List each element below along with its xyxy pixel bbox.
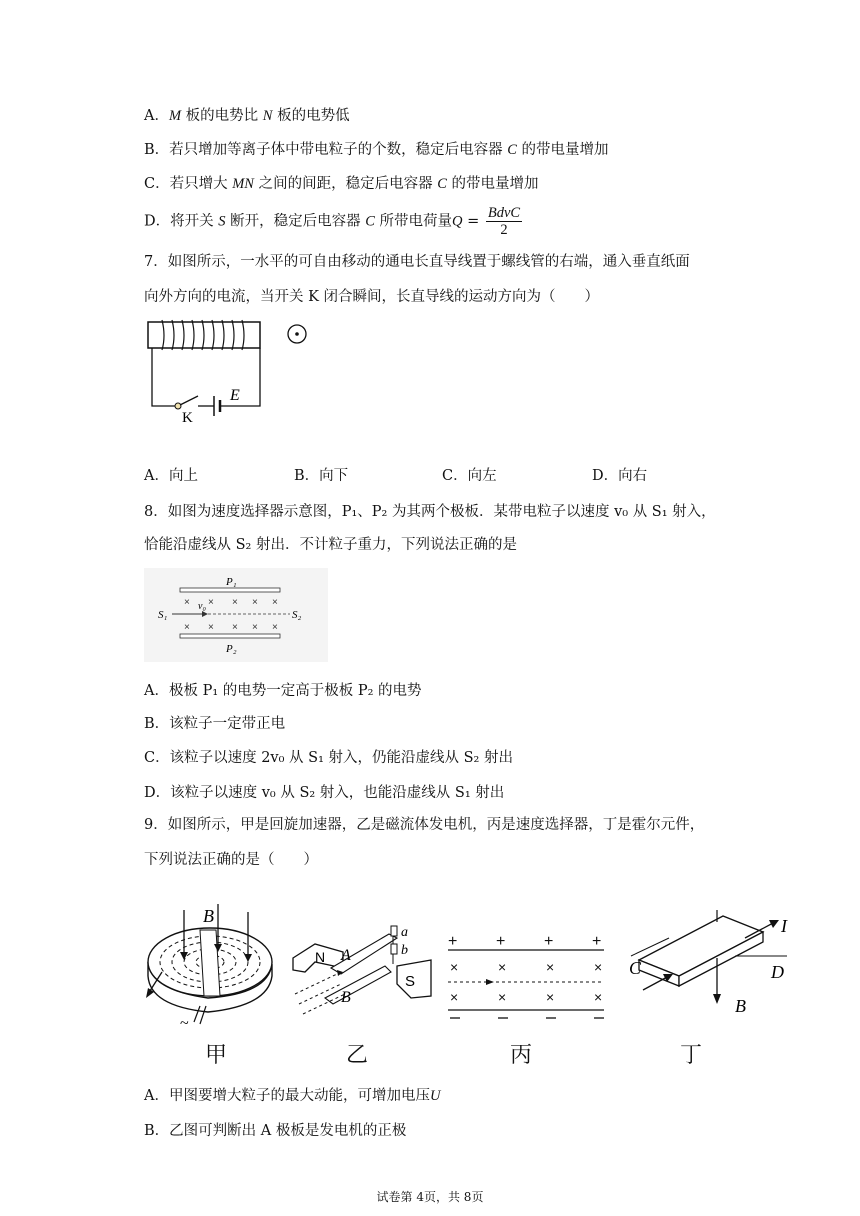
plate-p2-label: P₂ (226, 643, 237, 655)
q9-option-a: A．甲图要增大粒子的最大动能，可增加电压U (144, 1088, 441, 1104)
switch-label: K (182, 410, 193, 424)
q8-option-a: A．极板 P₁ 的电势一定高于极板 P₂ 的电势 (144, 683, 422, 699)
q7-option-a: A．向上 (144, 468, 198, 484)
q8-stem-line1: 8．如图为速度选择器示意图，P₁、P₂ 为其两个极板．某带电粒子以速度 v₀ 从 S₁ 射入， (144, 504, 716, 520)
side-c-label: C (629, 958, 642, 978)
svg-text:×: × (272, 622, 278, 633)
terminal-a (391, 926, 397, 936)
figure-label-jia: 甲 (205, 1043, 228, 1068)
exit-s2-label: S₂ (292, 609, 302, 621)
svg-text:×: × (498, 989, 507, 1005)
q8-option-c: C．该粒子以速度 2v₀ 从 S₁ 射入，仍能沿虚线从 S₂ 射出 (144, 750, 513, 766)
emf-label: E (230, 387, 240, 404)
magnetic-field-crosses-row2 (450, 989, 602, 1005)
dee-gap (200, 930, 220, 996)
terminal-b (391, 944, 397, 954)
plate-p1-label: P₁ (226, 576, 237, 588)
q7-stem-line2: 向外方向的电流，当开关 K 闭合瞬间，长直导线的运动方向为（ ） (144, 289, 600, 305)
field-b-label: B (735, 996, 746, 1016)
q9-option-b: B．乙图可判断出 A 极板是发电机的正极 (144, 1123, 407, 1139)
svg-text:×: × (208, 622, 214, 633)
svg-text:+: + (544, 933, 554, 950)
entrance-s1-label: S₁ (158, 609, 168, 621)
q8-stem-line2: 恰能沿虚线从 S₂ 射出．不计粒子重力，下列说法正确的是 (144, 537, 517, 553)
n-pole-label: N (315, 949, 326, 965)
svg-text:×: × (546, 959, 555, 975)
svg-text:×: × (252, 597, 258, 608)
figure-label-ding: 丁 (680, 1043, 703, 1068)
figure-label-yi: 乙 (346, 1043, 369, 1068)
plate-b-label: B (341, 989, 351, 1006)
svg-text:+: + (496, 933, 506, 950)
circuit-wire-right (220, 348, 260, 406)
solenoid-coils (162, 320, 244, 350)
q7-option-c: C．向左 (442, 468, 497, 484)
svg-text:×: × (450, 989, 459, 1005)
svg-text:+: + (448, 933, 458, 950)
cyclotron-figure (140, 902, 280, 1032)
svg-text:×: × (232, 597, 238, 608)
plate-p2 (180, 634, 280, 638)
svg-text:+: + (592, 933, 602, 950)
figure-label-bing: 丙 (510, 1043, 533, 1068)
q7-option-d: D．向右 (592, 468, 648, 484)
q6-option-c: C．若只增大 MN 之间的间距，稳定后电容器 C 的带电量增加 (144, 176, 539, 192)
svg-text:×: × (498, 959, 507, 975)
terminal-b-label: b (401, 943, 408, 958)
q6-option-b: B．若只增加等离子体中带电粒子的个数，稳定后电容器 C 的带电量增加 (144, 142, 609, 158)
svg-text:×: × (208, 597, 214, 608)
current-i-label: I (781, 916, 787, 936)
svg-text:×: × (252, 622, 258, 633)
switch-pivot (175, 403, 181, 409)
svg-text:×: × (272, 597, 278, 608)
hall-element-figure (625, 908, 795, 1020)
positive-charges (448, 933, 601, 950)
svg-text:×: × (232, 622, 238, 633)
q9-stem-line1: 9．如图所示，甲是回旋加速器，乙是磁流体发电机，丙是速度选择器，丁是霍尔元件， (144, 817, 705, 833)
q7-stem-line1: 7．如图所示，一水平的可自由移动的通电长直导线置于螺线管的右端，通入垂直纸面 (144, 254, 690, 270)
q7-option-b: B．向下 (294, 468, 349, 484)
plate-a-label: A (341, 947, 351, 964)
velocity-label: v₀ (198, 601, 206, 612)
q6-option-a: A．M 板的电势比 N 板的电势低 (144, 108, 350, 124)
q9-stem-line2: 下列说法正确的是（ ） (144, 852, 318, 868)
charge-fraction: $\frac{\text{BdvC}}{2}$ (487, 205, 521, 238)
svg-text:×: × (450, 959, 459, 975)
cyclotron-b-label: B (203, 906, 214, 926)
page-footer: 试卷第 4页，共 8页 (376, 1190, 484, 1204)
ac-source-symbol: ~ (180, 1015, 189, 1032)
q6-option-d: D．将开关 S 断开，稳定后电容器 C 所带电荷量Q = $\frac{\text{BdvC}}{2}$ (144, 205, 521, 238)
terminal-a-label: a (401, 925, 408, 940)
solenoid-circuit-figure (140, 314, 320, 424)
svg-text:×: × (546, 989, 555, 1005)
switch-blade (180, 396, 198, 405)
svg-text:×: × (184, 622, 190, 633)
svg-text:×: × (184, 597, 190, 608)
q8-option-b: B．该粒子一定带正电 (144, 716, 286, 732)
circuit-wire-left (152, 348, 176, 406)
svg-text:×: × (594, 989, 603, 1005)
svg-text:×: × (594, 959, 603, 975)
magnetic-field-crosses-row1 (450, 959, 602, 975)
s-pole-label: S (405, 973, 416, 990)
q8-option-d: D．该粒子以速度 v₀ 从 S₂ 射入，也能沿虚线从 S₁ 射出 (144, 785, 505, 801)
velocity-selector-figure (144, 568, 328, 662)
plate-b (325, 966, 391, 1004)
side-d-label: D (771, 962, 784, 982)
mhd-generator-figure (285, 914, 435, 1024)
velocity-selector-figure-2 (440, 930, 612, 1022)
plate-p1 (180, 588, 280, 592)
